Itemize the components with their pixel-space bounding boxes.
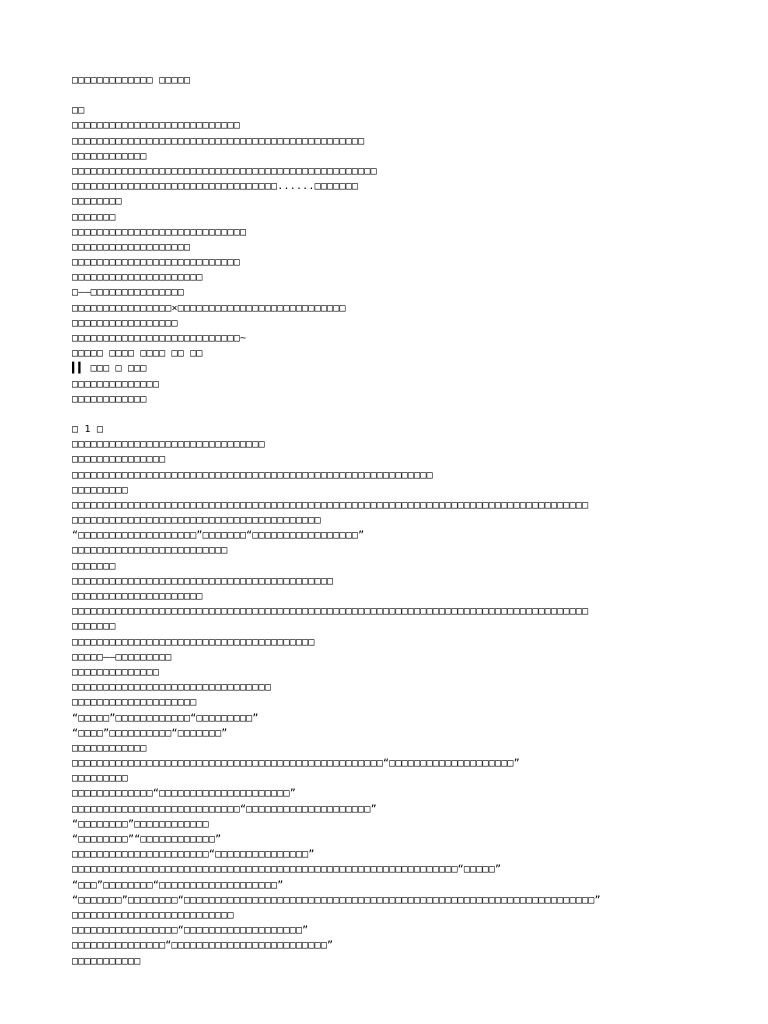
section-1-line: □□□□□□□□□□□□□□□□□□□□□□□□□□□□ [72, 226, 247, 238]
section-2-line: □□□□□□□□□□□□□□□□□□□□□□□□□□□□□□□□□□□□□□□□ [72, 515, 321, 527]
section-1-line: ▍▍ □□□ □ □□□ [72, 363, 147, 375]
section-1-line: □□□□□□□□□□□□□□□□□ [72, 317, 178, 329]
section-2-line: □□□□□□□□□□□□□□□□□□□□□□□□□□□“□□□□□□□□□□□□□□□□□□□□” [72, 803, 377, 815]
section-2-line: □□□□□□□□□□□□□□□□□“□□□□□□□□□□□□□□□□□□□” [72, 925, 309, 937]
section-2-line: □□□□□□□□□□□ [72, 955, 141, 967]
section-1-line: □□□□□□□□□□□□□□□□□□□ [72, 241, 191, 253]
section-1-line: □□□□□ □□□□ □□□□ □□ □□ [72, 348, 203, 360]
section-2-line: □□□□□□□□□□□□□□□□□□□□□□□□□□□□□□□□□□□□□□□□□□ [72, 575, 334, 587]
section-2-line: □□□□□□□□□□□□□□□□□□□□□□□□□□□□□□□□□□□□□□□□□□□□□□□□□□□□□□□□□□□□□□□□□□□□□□□□□□□□□□□□□□□ [72, 606, 589, 618]
section-gap [72, 407, 712, 422]
section-1 [72, 103, 712, 407]
section-2 [72, 422, 712, 969]
section-2-line: □ 1 □ [72, 423, 104, 435]
section-2-line: “□□□”□□□□□□□□“□□□□□□□□□□□□□□□□□□□” [72, 879, 284, 891]
section-2-line: □□□□□□□ [72, 560, 116, 572]
section-2-line: □□□□□□□□□□□□□□□□□□□□□□□□□□□□□□□□□□□□□□□□□□□□□□□□□□“□□□□□□□□□□□□□□□□□□□□” [72, 758, 520, 770]
section-2-line: □□□□□□□□□□□□□□□ [72, 454, 166, 466]
section-2-line: “□□□□□□□□□□□□□□□□□□□”□□□□□□□“□□□□□□□□□□□□□□□□□” [72, 530, 365, 542]
section-1-line: □□□□□□□□□□□□□□□□□□□□□□□□□□□□□□□□□□□□□□□□□□□□□□□ [72, 135, 365, 147]
section-1-line: □□□□□□□□□□□□□□□□□□□□□□□□□□□□□□□□□......□□□□□□□ [72, 181, 359, 193]
section-1-line: □□□□□□□□□□□□□□□□□□□□□□□□□□□~ [72, 333, 247, 344]
section-2-line: □□□□□□□□□□□□□□□□□□□□□ [72, 591, 203, 602]
section-2-line: “□□□□□□□□”□□□□□□□□□□□□ [72, 818, 209, 830]
section-2-line: □□□□□□□□□□□□□□□□□□□□□□□□□□□□□□□ [72, 439, 265, 451]
section-2-line: □□□□□□□□□□□□□□□□□□□□□□□□□□□□□□□□□□□□□□□□□□□□□□□□□□□□□□□□□□□□□□“□□□□□” [72, 864, 502, 876]
section-2-line: □□□□□□□□□□□□□□□□□□□□□□□□□□□□□□□□□□□□□□□□□□□□□□□□□□□□□□□□□□□□□□□□□□□□□□□□□□□□□□□□□□□ [72, 499, 589, 511]
document-title: □□□□□□□□□□□□□ □□□□□ [72, 75, 191, 86]
section-1-line: □□□□□□□□□□□□□□□□□□□□□□□□□□□ [72, 257, 240, 269]
section-2-line: □□□□□□□□□□□□□□□□□□□□□□□□□□ [72, 909, 234, 921]
section-1-line: □□□□□□□□□□□□□□□□□□□□□ [72, 272, 203, 284]
section-1-line: □□□□□□□□□□□□□□□□□□□□□□□□□□□□□□□□□□□□□□□□□□□□□□□□□ [72, 165, 377, 177]
section-2-line: □□□□□□□□□□□□□□□□□□□□□□□□□□□□□□□□□□□□□□□□□□□□□□□□□□□□□□□□□□ [72, 469, 433, 481]
section-2-line: □□□□□□□ [72, 621, 116, 633]
section-2-line: □□□□□□□□□□□□□□□□□□□□□□□□□□□□□□□□ [72, 682, 272, 694]
section-2-line: □□□□□□□□□□□□□□□□□□□□□□“□□□□□□□□□□□□□□□” [72, 849, 315, 861]
section-2-line: “□□□□□□□□”“□□□□□□□□□□□□” [72, 834, 222, 845]
section-2-line: □□□□□□□□□□□□□□□□□□□□□□□□□□□□□□□□□□□□□□□ [72, 636, 315, 648]
section-1-line: □——□□□□□□□□□□□□□□□ [72, 287, 184, 299]
section-2-line: “□□□□□”□□□□□□□□□□□□“□□□□□□□□□” [72, 712, 259, 724]
section-1-line: □□□□□□□□□□□□□□□□×□□□□□□□□□□□□□□□□□□□□□□□□□□□ [72, 302, 346, 314]
section-2-line: “□□□□□□□”□□□□□□□□“□□□□□□□□□□□□□□□□□□□□□□□□□□□□□□□□□□□□□□□□□□□□□□□□□□□□□□□□□□□□□□□□□□” [72, 894, 601, 906]
section-2-line: □□□□□□□□□□□□□“□□□□□□□□□□□□□□□□□□□□□” [72, 788, 296, 800]
document-page [72, 73, 712, 969]
section-1-line: □□ [72, 105, 85, 117]
section-1-line: □□□□□□□□□□□□ [72, 150, 147, 162]
section-1-line: □□□□□□□□ [72, 196, 122, 208]
section-2-line: □□□□□□□□□□□□□□□□□□□□ [72, 697, 197, 709]
section-2-line: □□□□□□□□□□□□□□□“□□□□□□□□□□□□□□□□□□□□□□□□□” [72, 940, 334, 952]
section-1-line: □□□□□□□□□□□□□□□□□□□□□□□□□□□ [72, 120, 240, 132]
section-2-line: □□□□□——□□□□□□□□□ [72, 651, 172, 663]
section-1-line: □□□□□□□ [72, 211, 116, 223]
section-1-line: □□□□□□□□□□□□□□ [72, 378, 160, 390]
section-2-line: □□□□□□□□□ [72, 484, 128, 496]
section-1-line: □□□□□□□□□□□□ [72, 393, 147, 405]
section-2-line: □□□□□□□□□□□□□□ [72, 666, 160, 678]
section-2-line: “□□□□”□□□□□□□□□□“□□□□□□□” [72, 727, 228, 739]
section-2-line: □□□□□□□□□□□□□□□□□□□□□□□□□ [72, 545, 228, 557]
section-2-line: □□□□□□□□□ [72, 773, 128, 785]
section-2-line: □□□□□□□□□□□□ [72, 742, 147, 754]
